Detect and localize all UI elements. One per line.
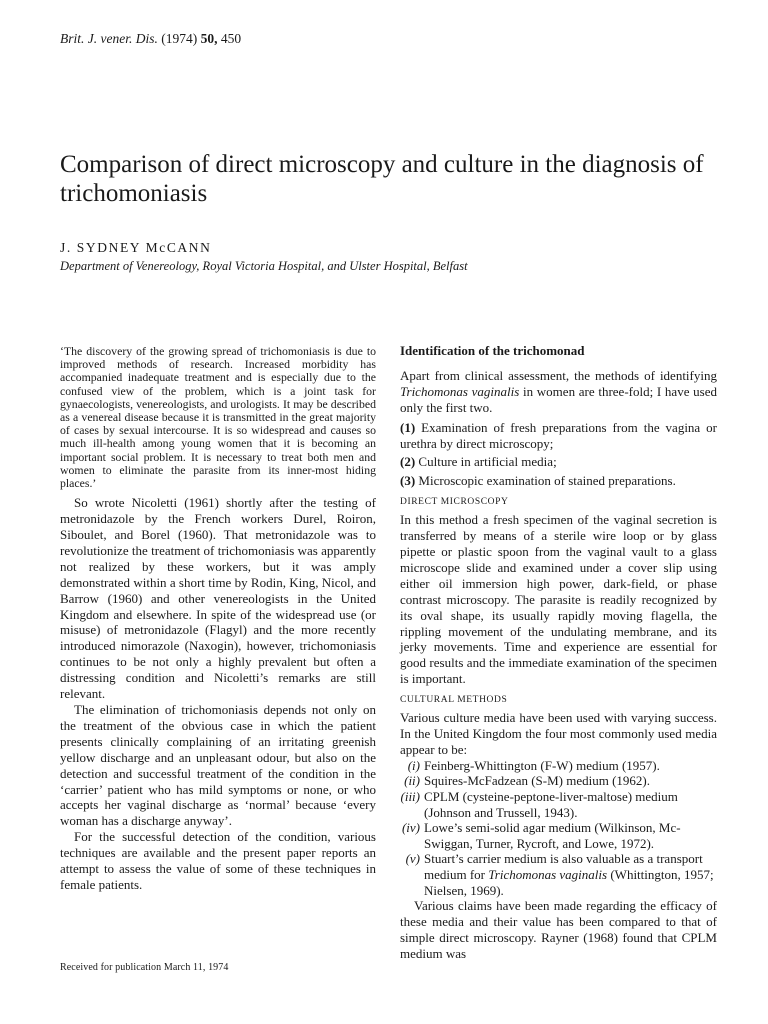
journal-page: 450 xyxy=(220,31,242,46)
species-name: Trichomonas vaginalis xyxy=(400,383,520,399)
received-date: Received for publication March 11, 1974 xyxy=(60,962,229,973)
subsection-heading-cultural: CULTURAL METHODS xyxy=(400,695,508,706)
media-list-item: (i) Feinberg-Whittington (F-W) medium (1957). xyxy=(407,757,660,773)
media-list-item: (iv) Lowe’s semi-solid agar medium (Wilkinson, Mc-Swiggan, Turner, Rycroft, and Lowe, 1972). xyxy=(401,820,681,851)
journal-volume: 50, xyxy=(200,31,218,46)
direct-microscopy-text: In this method a fresh specimen of the vaginal secretion is transferred by means of a sterile wire loop or by glass pipette or plastic spoon from the vaginal vault to a glass microscope slide and examined under a cover slip using either oil immersion high power, dark-field, or phase contrast microscopy. The parasite is readily recognized by its oval shape, its usually rapidly moving flagella, the rippling movement of the undulating membrane, and its jerky movements. Time and experience are essential for good results and the immediate examination of the specimen is important. xyxy=(400,512,717,687)
section-heading: Identification of the trichomonad xyxy=(400,343,585,358)
media-list-item: (v) Stuart’s carrier medium is also valuable as a transport medium for Trichomonas vaginalis (Whittington, 1957; Nielsen, 1969). xyxy=(405,851,714,898)
method-item: (3) Microscopic examination of stained preparations. xyxy=(400,473,676,489)
media-list-item: (ii) Squires-McFadzean (S-M) medium (1962). xyxy=(404,773,651,789)
cultural-methods-text: Various culture media have been used with varying success. In the United Kingdom the four most commonly used media appear to be: xyxy=(400,710,717,757)
method-item: (2) Culture in artificial media; xyxy=(400,454,557,470)
right-column xyxy=(400,343,717,962)
intro-paragraph: Apart from clinical assessment, the methods of identifying Trichomonas vaginalis in women are three-fold; I have used only the first two. xyxy=(400,367,718,415)
closing-paragraph: Various claims have been made regarding the efficacy of these media and their value has been compared to that of simple direct microscopy. Rayner (1968) found that CPLM medium was xyxy=(400,898,717,961)
journal-name: Brit. J. vener. Dis. xyxy=(60,31,158,46)
journal-reference xyxy=(60,31,241,47)
article-author: J. SYDNEY McCANN xyxy=(60,240,212,255)
journal-year: (1974) xyxy=(161,31,198,46)
article-title: Comparison of direct microscopy and culture in the diagnosis of trichomoniasis xyxy=(60,151,704,207)
author-affiliation: Department of Venereology, Royal Victoria Hospital, and Ulster Hospital, Belfast xyxy=(60,259,468,273)
media-list-item: (iii) CPLM (cysteine-peptone-liver-maltose) medium (Johnson and Trussell, 1943). xyxy=(400,788,678,820)
body-paragraph: For the successful detection of the condition, various techniques are available and the present paper reports an attempt to assess the value of some of these techniques in female patients. xyxy=(60,829,376,892)
body-paragraph: The elimination of trichomoniasis depends not only on the treatment of the obvious case in which the patient presents clinically complaining of an irritating greenish yellow discharge and an unpleasant odour, but also on the detection and successful treatment of the condition in the ‘carrier’ patient who has mild symptoms or none, or who accepts her vaginal discharge as ‘normal’ because ‘every woman has a discharge anyway’. xyxy=(60,702,376,829)
method-item: (1) Examination of fresh preparations from the vagina or urethra by direct microscopy; xyxy=(400,419,717,451)
body-paragraph: So wrote Nicoletti (1961) shortly after the testing of metronidazole by the French workers Durel, Roiron, Siboulet, and Borel (1960). That metronidazole was to revolutionize the treatment of trichomoniasis was apparently not realized by these workers, but it was amply demonstrated within a short time by Rodin, King, Nicol, and Barrow (1960) and other venereologists in the United Kingdom and elsewhere. In spite of the widespread use (or misuse) of metronidazole (Flagyl) and the more recently introduced nimorazole (Naxogin), however, trichomoniasis continues to be not only a highly prevalent but often a distressing condition and Nicoletti’s remarks are still relevant. xyxy=(60,495,376,702)
left-column xyxy=(60,345,376,893)
opening-quote: ‘The discovery of the growing spread of trichomoniasis is due to improved methods of research. Increased morbidity has accompanied inadequate treatment and is especially due to the confused view of the problem, which is a joint task for gynaecologists, venereologists, and urologists. It may be described as a venereal disease because it is transmitted in the great majority of cases by sexual intercourse. It is so widespread and causes so much ill-health among young women that it is becoming an important social problem. It is necessary to treat both men and women to eliminate the parasite from its inner-most hiding places.’ xyxy=(60,344,376,491)
species-name: Trichomonas vaginalis xyxy=(488,866,608,882)
subsection-heading-direct: DIRECT MICROSCOPY xyxy=(400,497,509,508)
